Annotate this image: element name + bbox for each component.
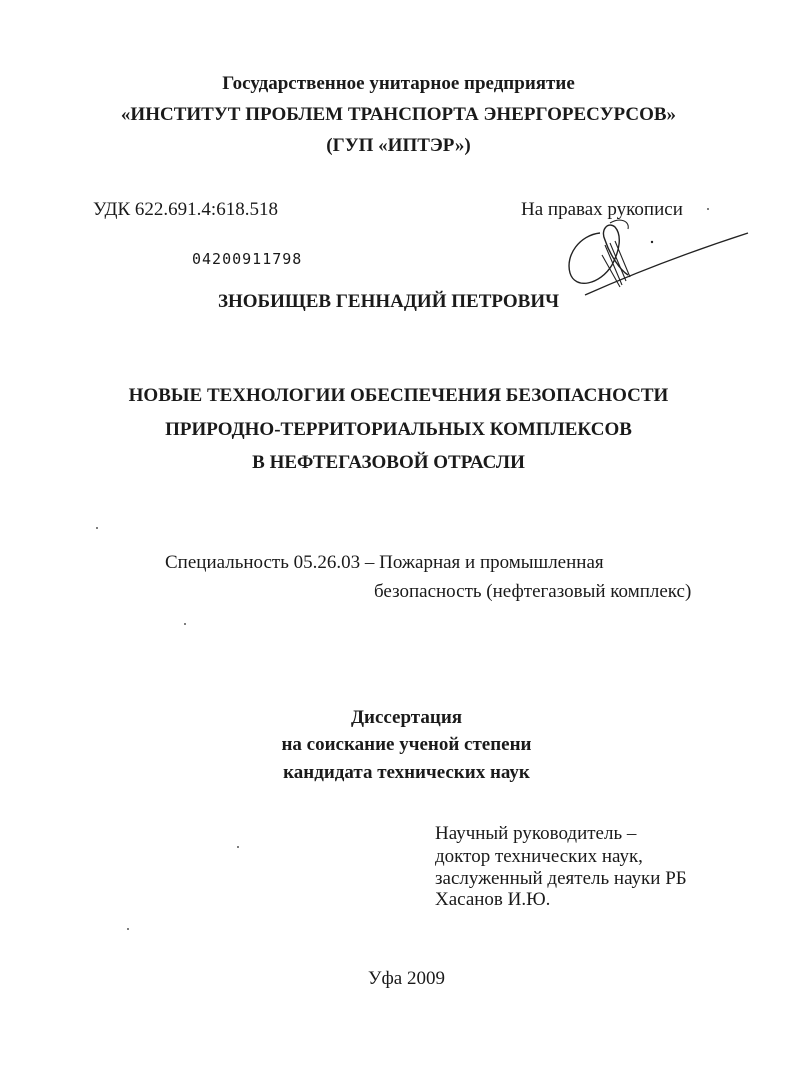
degree-purpose: на соискание ученой степени [281, 734, 532, 755]
title-line-2: ПРИРОДНО-ТЕРРИТОРИАЛЬНЫХ КОМПЛЕКСОВ [165, 419, 632, 440]
scan-speck [127, 928, 129, 930]
title-line-3: В НЕФТЕГАЗОВОЙ ОТРАСЛИ [252, 452, 525, 473]
scan-speck [184, 623, 186, 625]
title-line-1: НОВЫЕ ТЕХНОЛОГИИ ОБЕСПЕЧЕНИЯ БЕЗОПАСНОСТИ [128, 385, 669, 406]
degree-name: кандидата технических наук [283, 762, 530, 783]
specialty-line-1: Специальность 05.26.03 – Пожарная и промышленная [165, 552, 604, 573]
registration-stamp: 04200911798 [192, 250, 303, 268]
specialty-line-2: безопасность (нефтегазовый комплекс) [374, 581, 692, 602]
author-name: ЗНОБИЩЕВ ГЕННАДИЙ ПЕТРОВИЧ [217, 291, 560, 312]
supervisor-degree: доктор технических наук, [435, 846, 643, 867]
supervisor-label: Научный руководитель – [435, 823, 637, 844]
supervisor-title: заслуженный деятель науки РБ [435, 868, 687, 889]
udk-code: УДК 622.691.4:618.518 [93, 199, 278, 220]
organization-type: Государственное унитарное предприятие [222, 73, 575, 94]
scan-speck [237, 846, 239, 848]
organization-name: «ИНСТИТУТ ПРОБЛЕМ ТРАНСПОРТА ЭНЕРГОРЕСУРСОВ» [120, 104, 677, 125]
scan-speck [707, 208, 709, 210]
city-year: Уфа 2009 [368, 968, 445, 989]
organization-abbr: (ГУП «ИПТЭР») [326, 135, 471, 156]
scan-speck [96, 527, 98, 529]
supervisor-name: Хасанов И.Ю. [435, 889, 551, 910]
document-type: Диссертация [350, 707, 463, 728]
manuscript-rights: На правах рукописи [521, 199, 683, 220]
